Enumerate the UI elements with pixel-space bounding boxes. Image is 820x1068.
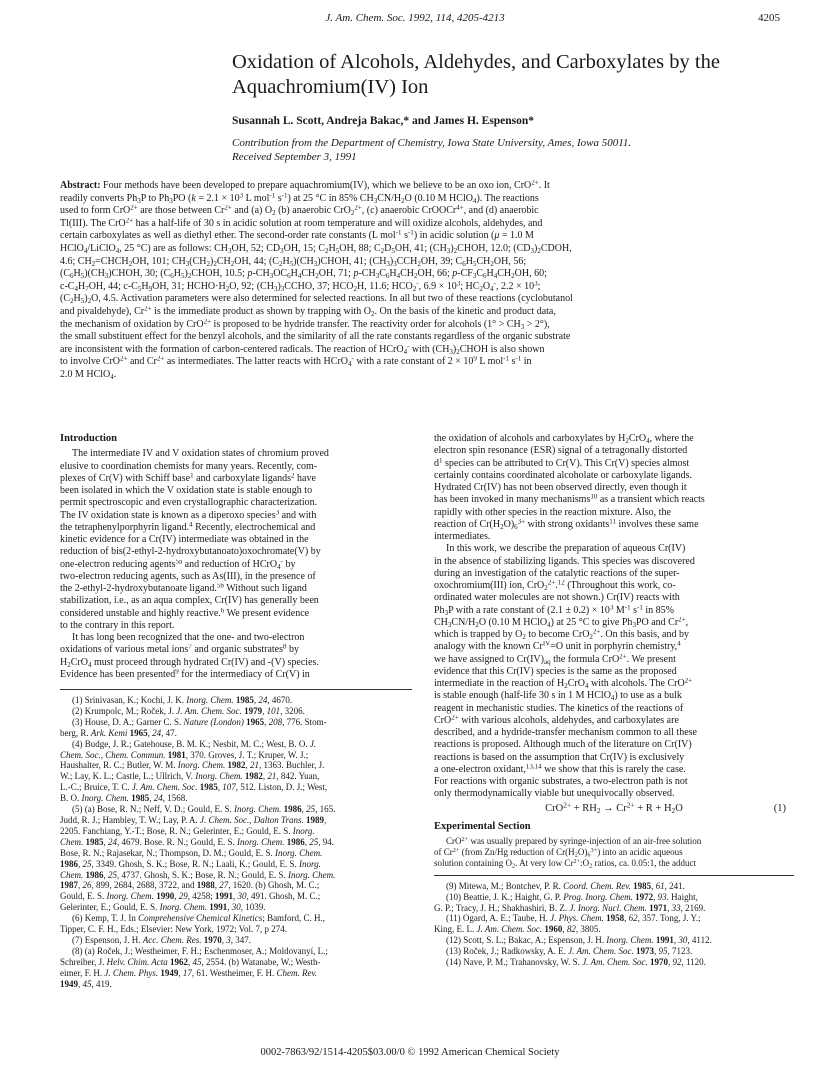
body-text-line: reduction of bis(2-ethyl-2-hydroxybutanoato)oxochromate(V) by (60, 546, 321, 558)
reference-line: Chem. Soc., Chem. Commun. 1981, 370. Groves, J. T.; Kruper, W. J.; (60, 749, 309, 760)
body-text-line: one-electron reducing agents$^{5a}$ and reduction of HCrO$_4$- by (60, 558, 296, 571)
abstract-line: certain carboxylates as well as diethyl ether. The second-order rate constants (L mol$^{-1}$ $s^{-1}$) in acidic solution (μ = 1.0 M (60, 230, 534, 242)
body-text-line: reagent in mechanistic studies. The kinetics of the reactions of (434, 702, 684, 714)
affiliation (232, 136, 802, 164)
body-text-line: reactions is proposed. Although much of the literature on Cr(IV) (434, 739, 692, 751)
abstract-line: HClO$_4$/LiClO$_4$, 25 °C) are as follows: $CH_3OH$, 52; $CD_3OH$, 15; $C_2H_5OH$, 88; $C_2D_5OH$, 41; $(CH_3)_2CHOH$, 12.0; $(CD_3)_2CDOH$, (60, 242, 572, 255)
copyright-footer: 0002-7863/92/1514-4205$03.00/0 © 1992 American Chemical Society (260, 1047, 560, 1058)
body-text-line: It has long been recognized that the one- and two-electron (72, 632, 305, 643)
left-column (60, 433, 412, 989)
body-text-line: described, and a hydride-transfer mechanism common to all these (434, 727, 697, 738)
introduction-text-continued (434, 433, 794, 801)
article-title (232, 50, 792, 100)
received-date: Received September 3, 1991 (232, 151, 357, 163)
running-head: J. Am. Chem. Soc. 1992, 114, 4205-4213 (325, 12, 505, 24)
body-text-line: during an investigation of the catalytic reactions of the super- (434, 567, 680, 579)
abstract-line: 4.6; $CH_2=CHCH_2OH$, 101; $CH_3(CH_2)_2CH_2OH$, 44; $(C_2H_5)(CH_3)CHOH$, 41; $(CH_3)_3CCH_2OH$, 39; $C_6H_5CH_2OH$, 56; (60, 255, 527, 268)
reference-line: berg, R. Ark. Kemi 1965, 24, 47. (60, 727, 177, 738)
reference-line: B. O. Inorg. Chem. 1985, 24, 1568. (60, 793, 188, 804)
body-text-line: permit spectroscopic and even crystallographic characterization. (60, 497, 318, 509)
body-text-line: the oxidation of alcohols and carboxylates by $H_2CrO_4$, where the (434, 433, 694, 445)
reference-line: G. P.; Tracy, J. H.; Shakhashiri, B. Z. J. Inorg. Nucl. Chem. 1971, 33, 2169. (434, 902, 706, 913)
body-text-line: the tetraphenylporphyrin ligand.$^4$ Recently, electrochemical and (60, 521, 316, 533)
title-line: Oxidation of Alcohols, Aldehydes, and Carboxylates by the (232, 51, 720, 73)
abstract-line: Tl(III). The CrO$^{2+}$ has a half-life of 30 s in acidic solution at room temperature and will oxidize alcohols, aldehydes, and (60, 217, 543, 229)
section-heading-introduction: Introduction (60, 433, 117, 444)
section-heading-experimental: Experimental Section (434, 820, 531, 832)
body-text-line: reactions is based on the assumption that Cr(IV) is exclusively (434, 751, 685, 763)
body-text-line: In this work, we describe the preparation of aqueous Cr(IV) (446, 543, 686, 555)
introduction-text (60, 448, 412, 681)
reference-line: 1987, 26, 899, 2684, 2688, 3722, and 1988, 27, 1620. (b) Ghosh, M. C.; (60, 880, 320, 891)
affiliation-line: Contribution from the Department of Chemistry, Iowa State University, Ames, Iowa 50011. (232, 137, 632, 149)
body-text-line: CrO$^{2+}$ with various alcohols, aldehydes, and carboxylates are (434, 714, 679, 726)
reference-line: Haushalter, R. C.; Butler, W. M. Inorg. Chem. 1982, 21, 1363. Buchler, J. (60, 760, 325, 771)
reference-line: (4) Budge, J. R.; Gatehouse, B. M. K.; Nesbit, M. C.; West, B. O. J. (72, 738, 317, 749)
body-text-line: considered unstable and highly reactive.$^6$ We present evidence (60, 607, 310, 619)
reference-line: Gould, E. S. Inorg. Chem. 1990, 29, 4258; 1991, 30, 491. Ghosh, M. C.; (60, 891, 321, 902)
body-text-line: oxochromium(III) ion, CrO$_2^{2+}$.$^{12}$ (Throughout this work, co- (434, 580, 676, 592)
body-text-line: a one-electron oxidant,$^{13,14}$ we show that this is rarely the case. (434, 763, 686, 775)
reference-line: Schreiber, J. Helv. Chim. Acta 1962, 45, 2554. (b) Watanabe, W.; Westh- (60, 956, 321, 967)
equation-number: (1) (773, 802, 786, 814)
reference-line: 1986, 25, 3349. Ghosh, S. K.; Bose, R. N.; Laali, K.; Gould, E. S. Inorg. (60, 858, 321, 869)
body-text-line: reaction of $Cr(H_2O)_6^{3+}$ with strong oxidants$^{11}$ involves these same (434, 518, 699, 531)
abstract-line: to involve CrO$^{2+}$ and $Cr^{2+}$ as intermediates. The latter reacts with HCrO$_4$- with a rate constant of $2 \times 10^9$ L mol$^{-1}$ $s^{-1}$ in (60, 356, 532, 369)
reference-line: (7) Espenson, J. H. Acc. Chem. Res. 1970, 3, 347. (72, 934, 251, 945)
body-text-line: The intermediate IV and V oxidation states of chromium proved (72, 448, 329, 460)
equation-1 (434, 801, 794, 817)
reference-line: (2) Krumpolc, M.; Roček, J. J. Am. Chem. Soc. 1979, 101, 3206. (72, 705, 305, 716)
body-text-line: Hydrated Cr(IV) has not been observed directly, even though it (434, 482, 687, 493)
reference-line: Gelerinter, E.; Gould, E. S. Inorg. Chem. 1991, 30, 1039. (60, 902, 266, 913)
reference-line: (9) Mitewa, M.; Bontchev, P. R. Coord. Chem. Rev. 1985, 61, 241. (446, 880, 685, 891)
reference-line: Chem. 1985, 24, 4679. Bose. R. N.; Gould, E. S. Inorg. Chem. 1986, 25, 94. (60, 836, 334, 847)
reference-line: (11) Ogard, A. E.; Taube, H. J. Phys. Chem. 1958, 62, 357. Tong, J. Y.; (446, 913, 701, 924)
abstract-line: the small substituent effect for the benzyl alcohols, and the similarity of all the rate constants regardless of the organic substrate (60, 331, 571, 343)
reference-line: 1949, 45, 419. (60, 978, 112, 989)
body-text-line: evidence that this Cr(IV) species is the same as the proposed (434, 665, 677, 677)
body-text-line: of $Cr^{2+}$ (from Zn/Hg reduction of $Cr(H_2O)_6^{3+}$) into an acidic aqueous (434, 846, 683, 858)
reference-line: (8) (a) Roček, J.; Westheimer, F. H.; Eschenmoser, A.; Moldovanyí, L.; (72, 945, 328, 956)
reference-line: Tipper, C. F. H., Eds.; Elsevier: New York, 1972; Vol. 7, p 274. (60, 924, 288, 935)
reference-line: (3) House, D. A.; Garner C. S. Nature (London) 1965, 208, 776. Stom- (72, 716, 327, 727)
body-text-line: analogy with the known $Cr^{IV}=O$ unit in porphyrin chemistry,$^4$ (434, 641, 681, 653)
reference-line: (5) (a) Bose, R. N.; Neff, V. D.; Gould, E. S. Inorg. Chem. 1986, 25, 165. (72, 804, 336, 815)
title-line: Aquachromium(IV) Ion (232, 76, 429, 98)
footnote-divider (434, 875, 794, 876)
reference-line: (14) Nave, P. M.; Trahanovsky, W. S. J. Am. Chem. Soc. 1970, 92, 1120. (446, 957, 706, 968)
reference-line: King, E. L. J. Am. Chem. Soc. 1960, 82, 3805. (434, 924, 601, 935)
abstract (60, 180, 794, 382)
body-text-line: only thermodynamically viable but unequivocally observed. (434, 788, 675, 800)
reference-line: (10) Beattie, J. K.; Haight, G. P. Prog. Inorg. Chem. 1972, 93. Haight, (446, 891, 698, 902)
equation-body: $CrO^{2+} + RH_2 \to Cr^{2+} + R + H_2O$ (545, 799, 683, 815)
body-text-line: $Ph_3P$ with a rate constant of $(2.1 \pm 0.2) \times 10^3$ $M^{-1}$ $s^{-1}$ in 85% (434, 604, 675, 617)
abstract-line: $(C_6H_5)(CH_3)CHOH$, 30; $(C_6H_5)_2CHOH$, 10.5; $p-CH_3OC_6H_4CH_2OH$, 71; $p-CH_3C_6H_4CH_2OH$, 66; $p-CF_3C_6H_4CH_2OH$, 60; (60, 268, 547, 280)
reference-line: 2205. Fanchiang, Y.-T.; Bose, R. N.; Gelerinter, E.; Gould, E. S. Inorg. (60, 825, 315, 836)
body-text-line: electron spin resonance (ESR) signal of a tetragonally distorted (434, 445, 688, 457)
page-number: 4205 (758, 12, 780, 24)
body-text-line: in the absence of stabilizing ligands. This species was discovered (434, 555, 695, 567)
reference-line: L.-C.; Bruice, T. C. J. Am. Chem. Soc. 1985, 107, 512. Liston, D. J.; West, (60, 782, 328, 793)
body-text-line: oxidations of various metal ions$^7$ and organic substrates$^8$ by (60, 644, 300, 656)
abstract-line: are inconsistent with the formation of carbon-centered radicals. The reaction of HCrO$_4$- with $(CH_3)_2CHOH$ is also shown (60, 343, 545, 356)
abstract-line: $(C_2H_5)_2O$, 4.5. Activation parameters were also determined for selected reactions. In all but two of these reactions (cyclobutanol (60, 293, 573, 306)
body-text-line: $CH_3CN/H_2O$ (0.10 M HClO$_4$) at 25 °C to give $Ph_3PO$ and $Cr^{2+}$, (434, 616, 689, 629)
abstract-line: readily converts $Ph_3P$ to $Ph_3PO$ ($k = 2.1 \times 10^3$ L mol$^{-1}$ $s^{-1}$) at 25 °C in 85% $CH_3CN/H_2O$ (0.10 M HClO$_4$). The reactions (60, 192, 539, 205)
reference-line: (13) Roček, J.; Radkowsky, A. E. J. Am. Chem. Soc. 1973, 95, 7123. (446, 946, 693, 957)
body-text-line: been isolated in which the V oxidation state is stable enough to (60, 485, 313, 496)
body-text-line: The IV oxidation state is known as a diperoxo species$^3$ and with (60, 509, 317, 521)
body-text-line: $H_2CrO_4$ must proceed through hydrated Cr(IV) and -(V) species. (60, 656, 319, 669)
body-text-line: elusive to coordination chemists for many years. Recently, com- (60, 460, 318, 472)
reference-line: Chem. 1986, 25, 4737. Ghosh, S. K.; Bose, R. N.; Gould, E. S. Inorg. Chem. (60, 869, 336, 880)
experimental-text (434, 836, 794, 869)
body-text-line: kinetic evidence for a Cr(IV) intermediate was obtained in the (60, 534, 309, 545)
abstract-line: 2.0 M HClO$_4$. (60, 368, 117, 381)
abstract-line: and pivaldehyde), $Cr^{2+}$ is the immediate product as shown by trapping with $O_2$. On the basis of the kinetic and product data, (60, 305, 556, 318)
body-text-line: the 2-ethyl-2-hydroxybutanoate ligand.$^{5b}$ Without such ligand (60, 583, 307, 594)
reference-list (60, 695, 412, 989)
reference-line: eimer, F. H. J. Chem. Phys. 1949, 17, 61. Westheimer, F. H. Chem. Rev. (60, 967, 318, 978)
body-text-line: CrO$^{2+}$ was usually prepared by syringe-injection of an air-free solution (446, 835, 702, 846)
abstract-label: Abstract: (60, 180, 101, 191)
abstract-line: Abstract: Four methods have been developed to prepare aquachromium(IV), which we believe to be an oxo ion, CrO$^{2+}$. It (60, 180, 550, 191)
body-text-line: plexes of Cr(V) with Schiff base$^1$ and carboxylate ligands$^2$ have (60, 472, 316, 484)
body-text-line: ordinated water molecules are not shown.) Cr(IV) reacts with (434, 592, 680, 604)
body-text-line: intermediate in the reaction of $H_2CrO_4$ with alcohols. The CrO$^{2+}$ (434, 678, 693, 690)
reference-line: (12) Scott, S. L.; Bakac, A.; Espenson, J. H. Inorg. Chem. 1991, 30, 4112. (446, 935, 712, 946)
reference-line: Bose, R. N.; Rajasekar, N.; Thompson, D. M.; Gould, E. S. Inorg. Chem. (60, 847, 323, 858)
footnote-divider (60, 689, 412, 690)
reference-line: W.; Lay, K. L.; Castle, L.; Ullrich, V. Inorg. Chem. 1982, 21, 842. Yuan, (60, 771, 320, 782)
body-text-line: which is trapped by $O_2$ to become CrO$_2^{2+}$. On this basis, and by (434, 629, 689, 641)
body-text-line: certainly contains coordinated alcoholate or carboxylate ligands. (434, 469, 692, 481)
body-text-line: has been invoked in many mechanisms$^{10}$ as a transient which reacts (434, 494, 705, 506)
body-text-line: to the contrary in this report. (60, 619, 175, 631)
author-list: Susannah L. Scott, Andreja Bakac,* and James H. Espenson* (232, 115, 535, 127)
reference-line: (1) Srinivasan, K.; Kochi, J. K. Inorg. Chem. 1985, 24, 4670. (72, 695, 293, 705)
body-text-line: solution containing $O_2$. At very low $Cr^{2+}:O_2$ ratios, ca. 0.05:1, the adduct (434, 857, 696, 869)
abstract-body (60, 180, 794, 382)
reference-line: Judd, R. J.; Hambley, T. W.; Lay, P. A. J. Chem. Soc., Dalton Trans. 1989, (60, 814, 327, 825)
body-text-line: rapidly with other species in the reaction mixture. Also, the (434, 506, 671, 518)
body-text-line: Evidence has been presented$^9$ for the intermediacy of Cr(V) in (60, 668, 310, 680)
body-text-line: intermediates. (434, 531, 491, 542)
right-column (434, 433, 794, 968)
reference-line: (6) Kemp, T. J. In Comprehensive Chemical Kinetics; Bamford, C. H., (72, 913, 326, 924)
abstract-line: the mechanism of oxidation by CrO$^{2+}$ is proposed to be hydride transfer. The reactivity order for alcohols $(1^\circ > CH_3 > 2^\circ)$, (60, 318, 550, 331)
body-text-line: is stable enough (half-life 30 s in 1 M HClO$_4$) to use as a bulk (434, 690, 682, 702)
body-text-line: $d^1$ species can be attributed to Cr(V). This Cr(V) species almost (434, 457, 690, 469)
reference-list (434, 881, 794, 968)
abstract-line: $c-C_4H_7OH$, 44; $c-C_5H_9OH$, 31; $HCHO\cdot H_2O$, 92; $(CH_3)_3CCHO$, 37; $HCO_2H$, 11.6; $HCO_2^-$, $6.9 \times 10^3$; $HC_2O_4^-$, $2.2 \times 10^3$; (60, 280, 541, 293)
body-text-line: two-electron reducing agents, such as As(III), in the presence of (60, 570, 316, 582)
body-text-line: stabilization, i.e., as an aqua complex, Cr(IV) has generally been (60, 595, 319, 607)
body-text-line: For reactions with organic substrates, a two-electron path is not (434, 776, 688, 787)
abstract-line: used to form CrO$^{2+}$ are those between $Cr^{2+}$ and (a) $O_2$ (b) anaerobic CrO$_2^{2+}$, (c) anaerobic CrOOCr$^{4+}$, and (d) anaerobic (60, 205, 539, 217)
body-text-line: we have assigned to $Cr(IV)_{aq}$ the formula CrO$^{2+}$. We present (434, 653, 676, 666)
